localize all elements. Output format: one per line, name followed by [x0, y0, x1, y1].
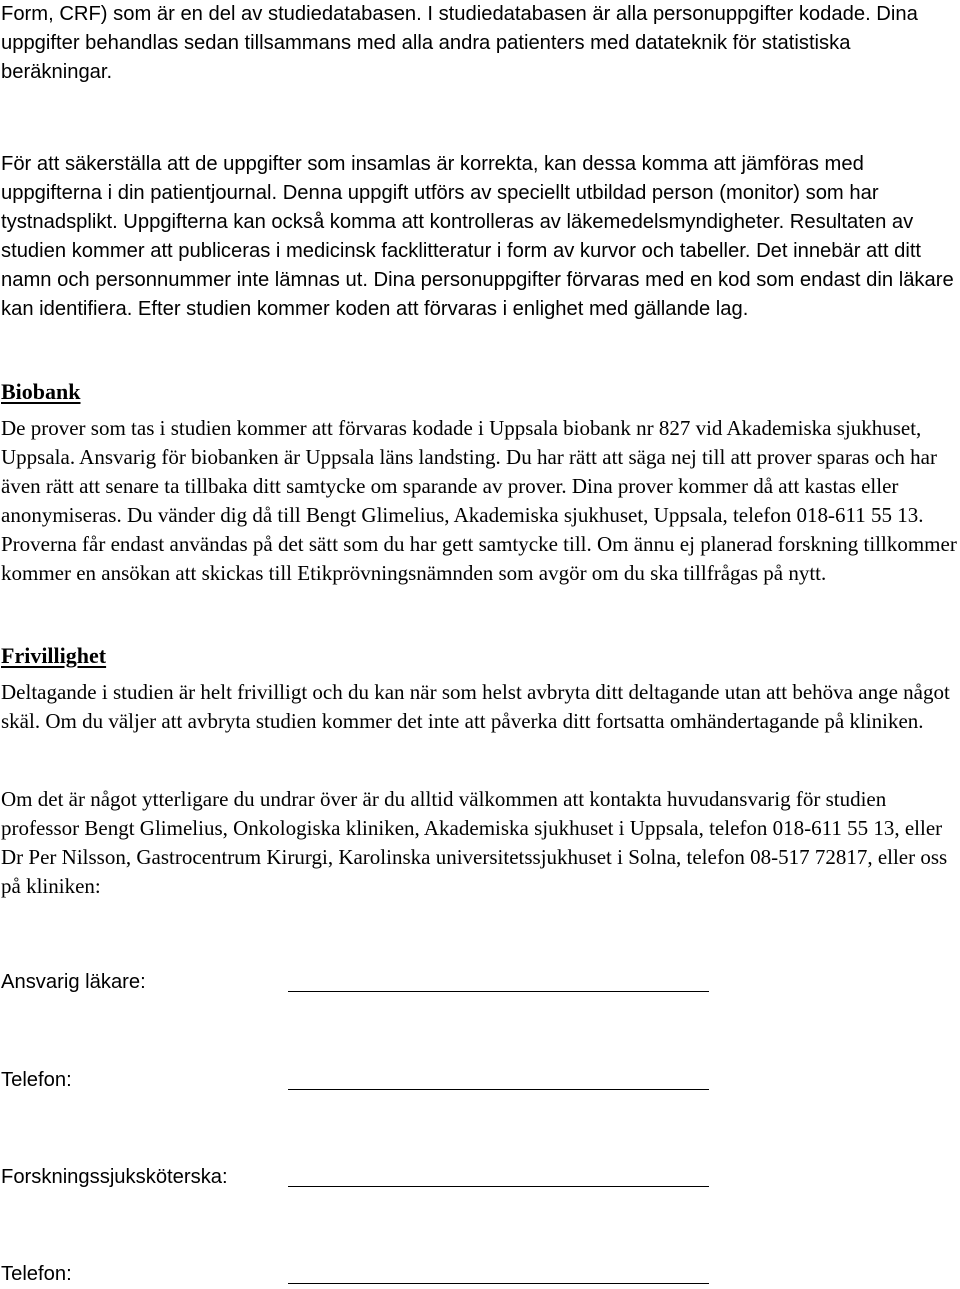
biobank-heading: Biobank — [1, 379, 81, 404]
frivillighet-paragraph: Deltagande i studien är helt frivilligt och du kan när som helst avbryta ditt deltagande utan att behöva ange något skäl. Om du väljer att avbryta studien kommer det inte att påverka ditt fortsatta omhändertagande på kliniken. — [1, 680, 950, 733]
frivillighet-heading: Frivillighet — [1, 643, 107, 668]
signature-field-physician — [1, 967, 960, 997]
signature-label: Ansvarig läkare: — [1, 971, 146, 993]
intro-paragraph-2: För att säkerställa att de uppgifter som insamlas är korrekta, kan dessa komma att jämföras med uppgifterna i din patientjournal. Denna uppgift utförs av speciellt utbildad person (monitor) som har tystnadsplikt. Uppgifterna kan också komma att kontrolleras av läkemedelsmyndigheter. Resultaten av studien kommer att publiceras i medicinsk facklitteratur i form av kurvor och tabeller. Det innebär att ditt namn och personnummer inte lämnas ut. Dina personuppgifter förvaras med en kod som endast din läkare kan identifiera. Efter studien kommer koden att förvaras i enlighet med gällande lag. — [1, 153, 954, 320]
signature-label: Telefon: — [1, 1069, 72, 1091]
contact-paragraph: Om det är något ytterligare du undrar över är du alltid välkommen att kontakta huvudansvarig för studien professor Bengt Glimelius, Onkologiska kliniken, Akademiska sjukhuset i Uppsala, telefon 018-611 55 13, eller Dr Per Nilsson, Gastrocentrum Kirurgi, Karolinska universitetssjukhuset i Solna, telefon 08-517 72817, eller oss på kliniken: — [1, 787, 948, 898]
signature-line — [288, 1283, 709, 1284]
signature-label: Forskningssjuksköterska: — [1, 1166, 228, 1188]
signature-field-phone-2 — [1, 1259, 960, 1289]
signature-field-phone-1 — [1, 1065, 960, 1095]
signature-line — [288, 991, 709, 992]
signature-field-research-nurse — [1, 1162, 960, 1192]
signature-line — [288, 1089, 709, 1090]
signature-line — [288, 1186, 709, 1187]
biobank-paragraph: De prover som tas i studien kommer att förvaras kodade i Uppsala biobank nr 827 vid Akademiska sjukhuset, Uppsala. Ansvarig för biobanken är Uppsala läns landsting. Du har rätt att säga nej till att prover sparas och har även rätt att senare ta tillbaka ditt samtycke om sparande av prover. Dina prover kommer då att kastas eller anonymiseras. Du vänder dig då till Bengt Glimelius, Akademiska sjukhuset, Uppsala, telefon 018-611 55 13. Proverna får endast användas på det sätt som du har gett samtycke till. Om ännu ej planerad forskning tillkommer kommer en ansökan att skickas till Etikprövningsnämnden som avgör om du ska tillfrågas på nytt. — [1, 416, 957, 585]
intro-paragraph-1: Form, CRF) som är en del av studiedatabasen. I studiedatabasen är alla personuppgifter kodade. Dina uppgifter behandlas sedan tillsammans med alla andra patienters med datateknik för statistiska beräkningar. — [1, 3, 918, 83]
signature-label: Telefon: — [1, 1263, 72, 1285]
